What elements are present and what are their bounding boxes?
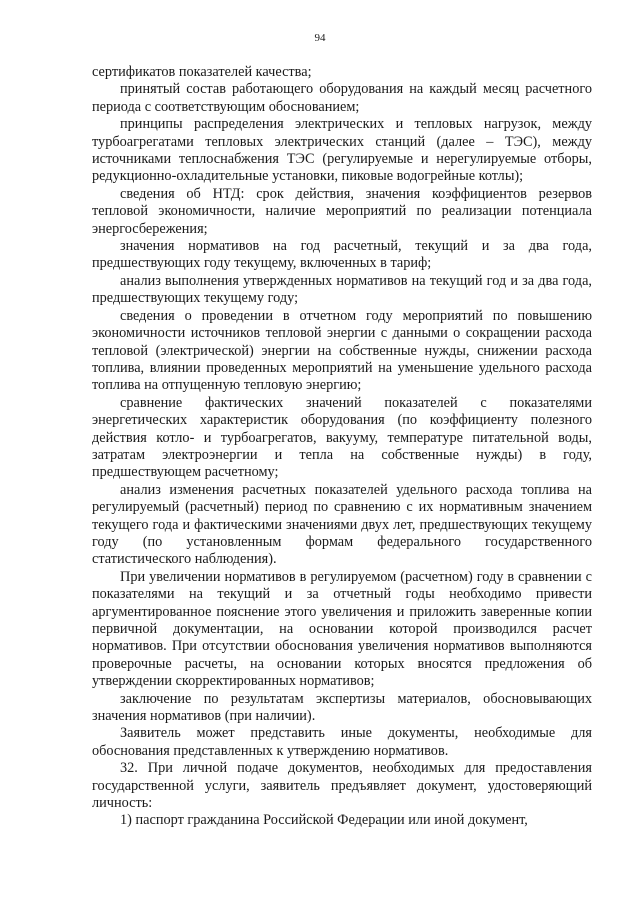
paragraph-other-documents: Заявитель может представить иные документы, необходимые для обоснования представленных к утверждению нормативов. [92,725,592,759]
paragraph-clause-32: 32. При личной подаче документов, необходимых для предоставления государственной услуги, заявитель предъявляет документ, удостоверяющий личность: [92,760,592,812]
paragraph-ntd-info: сведения об НТД: срок действия, значения коэффициентов резервов тепловой экономичности, наличие мероприятий по реализации потенциала энергосбережения; [92,185,592,237]
paragraph-equipment-composition: принятый состав работающего оборудования на каждый месяц расчетного периода с соответствующим обоснованием; [92,81,592,115]
paragraph-continuation: сертификатов показателей качества; [92,64,312,80]
paragraph-norm-values: значения нормативов на год расчетный, текущий и за два года, предшествующих году текущему, включенных в тариф; [92,238,592,272]
paragraph-norm-analysis: анализ выполнения утвержденных нормативов на текущий год и за два года, предшествующих текущему году; [92,272,592,307]
paragraph-load-distribution: принципы распределения электрических и тепловых нагрузок, между турбоагрегатами тепловых электрических станций (далее – ТЭС), между источниками теплоснабжения ТЭС (регулируемые и нерегулируемые отборы, редукционно-охладительные установки, пиковые водогрейные котлы); [92,116,592,185]
paragraph-comparison: сравнение фактических значений показателей с показателями энергетических характеристик оборудования (по коэффициенту полезного действия котло- и турбоагрегатов, вакууму, температуре питательной воды, затратам электроэнергии и тепла на собственные нужды) в году, предшествующем расчетному; [92,394,592,481]
page-number: 94 [314,32,326,44]
paragraph-expert-conclusion: заключение по результатам экспертизы материалов, обосновывающих значения нормативов (при наличии). [92,690,592,725]
paragraph-norm-increase: При увеличении нормативов в регулируемом (расчетном) году в сравнении с показателями на текущий и за отчетный годы необходимо привести аргументированное пояснение этого увеличения и приложить заверенные копии первичной документации, на основании которой производился расчет нормативов. При отсутствии обоснования увеличения нормативов выполняются проверочные расчеты, на основании которых вносятся предложения об утверждении скорректированных нормативов; [92,568,592,690]
paragraph-item-1: 1) паспорт гражданина Российской Федерации или иной документ, [120,812,528,829]
document-body [92,64,592,830]
paragraph-fuel-rate-analysis: анализ изменения расчетных показателей удельного расхода топлива на регулируемый (расчетный) период по сравнению с их нормативным значением текущего года и фактическими значениями двух лет, предшествующих текущему году (по установленным формам федерального государственного статистического наблюдения). [92,481,592,568]
paragraph-efficiency-measures: сведения о проведении в отчетном году мероприятий по повышению экономичности источников тепловой энергии с данными о сокращении расхода тепловой (электрической) энергии на собственные нужды, снижении расхода топлива, влиянии проведенных мероприятий на уменьшение удельного расхода топлива на отпущенную тепловую энергию; [92,307,592,394]
